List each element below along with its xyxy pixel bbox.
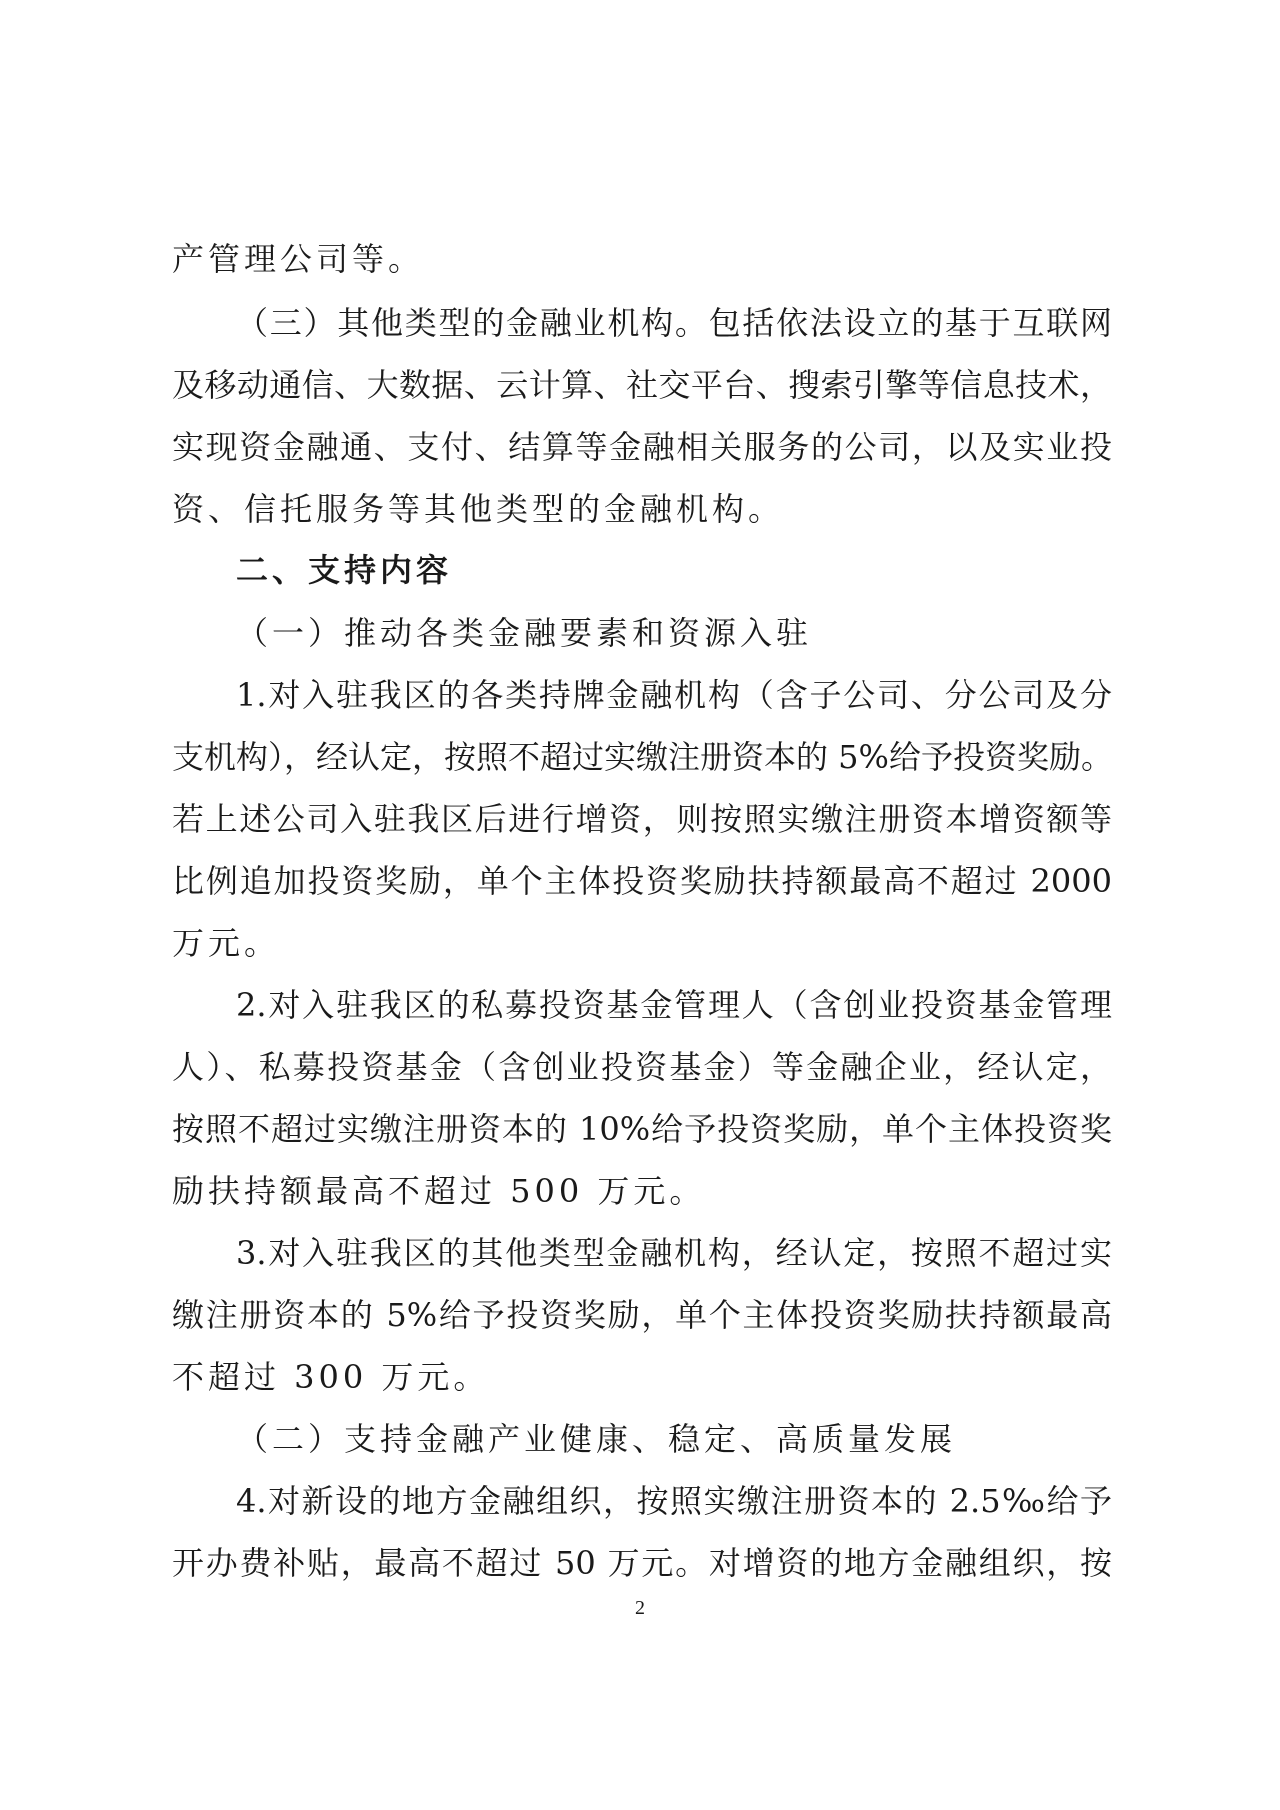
text-line: 及移动通信、大数据、云计算、社交平台、搜索引擎等信息技术， (172, 366, 1112, 404)
page-number: 2 (635, 1597, 645, 1619)
text-line: 励扶持额最高不超过 500 万元。 (172, 1172, 706, 1210)
text-line: 产管理公司等。 (172, 240, 425, 278)
text-line: 按照不超过实缴注册资本的 10%给予投资奖励，单个主体投资奖 (172, 1110, 1112, 1148)
subsection-heading: （二）支持金融产业健康、稳定、高质量发展 (236, 1420, 957, 1458)
text-line: 万元。 (172, 924, 281, 962)
subsection-heading: （一）推动各类金融要素和资源入驻 (236, 614, 813, 652)
text-line: 不超过 300 万元。 (172, 1358, 490, 1396)
text-line: （三）其他类型的金融业机构。包括依法设立的基于互联网 (236, 304, 1112, 342)
text-line: 实现资金融通、支付、结算等金融相关服务的公司，以及实业投 (172, 428, 1112, 466)
text-line: 开办费补贴，最高不超过 50 万元。对增资的地方金融组织，按 (172, 1544, 1112, 1582)
text-line: 2.对入驻我区的私募投资基金管理人（含创业投资基金管理 (236, 986, 1112, 1024)
text-line: 4.对新设的地方金融组织，按照实缴注册资本的 2.5‰给予 (236, 1482, 1112, 1520)
text-line: 3.对入驻我区的其他类型金融机构，经认定，按照不超过实 (236, 1234, 1112, 1272)
text-line: 1.对入驻我区的各类持牌金融机构（含子公司、分公司及分 (236, 676, 1112, 714)
text-line: 支机构），经认定，按照不超过实缴注册资本的 5%给予投资奖励。 (172, 738, 1113, 776)
text-line: 若上述公司入驻我区后进行增资，则按照实缴注册资本增资额等 (172, 800, 1112, 838)
text-line: 人）、私募投资基金（含创业投资基金）等金融企业，经认定， (172, 1048, 1112, 1086)
text-line: 比例追加投资奖励，单个主体投资奖励扶持额最高不超过 2000 (172, 862, 1112, 900)
text-line: 缴注册资本的 5%给予投资奖励，单个主体投资奖励扶持额最高 (172, 1296, 1112, 1334)
section-heading: 二、支持内容 (236, 551, 453, 589)
text-line: 资、信托服务等其他类型的金融机构。 (172, 490, 785, 528)
